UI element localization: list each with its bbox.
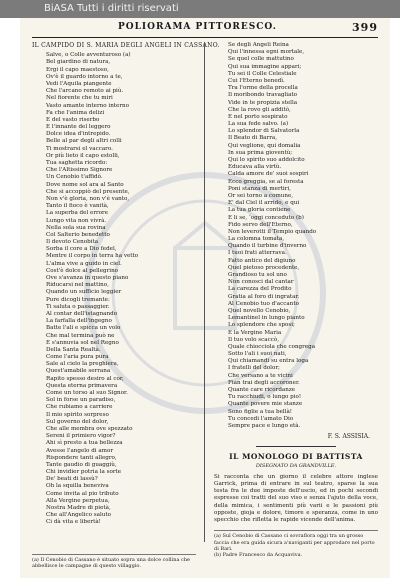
poem-line: Qui lo spirito suo addolcito	[228, 157, 305, 163]
poem-line: E nel porto sospirato	[228, 113, 288, 120]
poem-line: E la Vergine Maria	[228, 329, 282, 336]
poem-line: Fido servo dell'Eterno,	[228, 221, 293, 228]
poem-line: Salve, o Colle avventuroso (a)	[46, 52, 131, 59]
column-divider	[204, 42, 205, 542]
poem-line: Avesse l'angelo di amor	[46, 447, 114, 454]
poem-line: La carezza del Prodito	[228, 286, 292, 293]
poem-line: Pure dicogli tremante:	[46, 296, 110, 303]
poem-line: Il devoto Cenobita	[46, 239, 99, 246]
poem-line: Come un torso al suo Signor.	[46, 390, 128, 397]
poem-line: Il tuo volo scaccò,	[228, 336, 279, 343]
poem-line: Calda amore de' suoi sospiri	[228, 171, 309, 178]
poem-line: Quando un sufficio leggier	[46, 289, 122, 296]
poem-line: E l'innante del leggero	[46, 124, 111, 131]
poem-line: Chi invidier potria la sorte	[46, 469, 122, 476]
article-text: Si racconta che un giorno il celebre attore inglese Garrick, prima di entrare in sul teatro, sparse la sua testa fra le due imposte dell'uscio, ed in pochi secondi espresse coi tratti del suo viso e senza l'ajuto della voce, della mimica, i sentimenti più varii e le passioni più opposte, gioja e dolore, timore e speranza, come in uno specchio che rifletta le rapide vicende dell'anima.	[214, 473, 378, 523]
poem-line: Tante gaudio di guaggiù,	[46, 461, 117, 468]
poem-line: Che alle membra ove spezzato	[46, 425, 133, 432]
poem-line: E' dal Ciel il arrido, e qui	[228, 200, 300, 207]
poem-line: Fian trai degli accoroner.	[228, 379, 300, 386]
poem-line: De' beati di lassù?	[46, 476, 98, 483]
journal-title: POLIORAMA PITTORESCO.	[118, 22, 277, 32]
poem-line: Fatto antico del digiuno	[228, 257, 296, 264]
poem-line: Tanto il fioco è vanità,	[46, 203, 109, 210]
document-page	[20, 18, 390, 578]
poem-line: Ergi il capo maestoso,	[46, 66, 109, 73]
poem-line: Che rubiamo a carriere	[46, 404, 113, 411]
poem-line: Bel giardino di natura,	[46, 59, 111, 66]
poem-line: Tu sei il Colle Celestiale	[228, 70, 297, 77]
poem-line: Vedi l'Aquila piangente	[46, 80, 112, 87]
poem-line: I fratelli del dolor;	[228, 365, 280, 372]
poem-line: Qui veglione, qui domalia	[228, 142, 301, 149]
header-rule	[32, 37, 378, 38]
poem-line: Non leverotti il Tempio quando	[228, 228, 317, 235]
poem-line: Poni stanza di mertiri,	[228, 185, 291, 192]
poem-line: L'alma vive a guido in ciel.	[46, 260, 122, 267]
poem-verse-left	[32, 52, 196, 526]
poem-line: Come invita al pio tributo	[46, 490, 119, 497]
poem-line: Tu racchiudi, o lungo pio!	[228, 394, 302, 401]
poem-line: Tu concedi l'amato Dio	[228, 415, 294, 422]
poem-line: Che l'Altissimo Signore	[46, 167, 113, 174]
poem-line: Lo splendore che sposi;	[228, 322, 295, 329]
poem-line: Sereni il primiero vigor?	[46, 433, 116, 440]
poem-line: Vide in te propizia stella	[228, 99, 298, 106]
poem-line: Lo splendor di Salvatorla	[228, 128, 300, 135]
poem-line: Quando il turbine d'inverno	[228, 243, 307, 250]
poem-line: Mentre il corpo in terra ha vetto	[46, 253, 139, 260]
poem-line: La colomna tomata,	[228, 236, 285, 243]
poem-line: Belle al par degli altri colli	[46, 138, 122, 145]
poem-line: Dolce idea d'intrepido.	[46, 131, 111, 138]
poem-line: Non conosci dal cantar	[228, 279, 294, 286]
poem-signature: F. S. ASSISIA.	[327, 433, 370, 441]
poem-line: Lemantinel in lungo pianto	[228, 315, 305, 322]
poem-line: Tra l'orme della procella	[228, 85, 298, 92]
poem-line: Oh la squilla beneviva	[46, 483, 109, 490]
poem-line: Sol in forse un paradiso,	[46, 397, 116, 404]
poem-line: Tua saghetta ricordo:	[46, 160, 108, 167]
poem-line: Quante care ricordanze	[228, 387, 296, 393]
poem-line: Quest'amabile serrana	[46, 368, 111, 375]
poem-line: Ti saluta o passaggier.	[46, 303, 110, 310]
poem-line: Rispondere tanti allegro,	[46, 454, 117, 461]
poem-line: Come l'aria pura pura	[46, 354, 109, 361]
poem-line: Educava alla virtù.	[228, 164, 282, 171]
poem-line: Della Santa Realtà.	[46, 346, 101, 353]
poem-line: Cui l'Eterno benedì.	[228, 77, 285, 84]
poem-line: Alla Vergine perpetua,	[46, 497, 110, 504]
poem-line: Che mal termina può ne	[46, 332, 115, 339]
poem-line: Che all'Angelico saluto	[46, 512, 112, 519]
article-subtitle: DISEGNATO DA GRANDVILLE.	[255, 462, 337, 469]
poem-line: Sorba il core a Dio fedel,	[46, 246, 117, 253]
viewer-watermark-bar	[0, 0, 400, 18]
poem-verse-right	[214, 42, 378, 430]
poem-line: Non v'è gloria, non v'è vanto,	[46, 195, 130, 202]
section-separator	[256, 446, 336, 447]
poem-line: Che si accoppiò del presente,	[46, 188, 130, 195]
poem-line: Col Salterio benedetto	[46, 231, 110, 238]
poem-line: Che versano a te vicini	[228, 372, 293, 379]
poem-line: Ecco greggia, se al foresta	[228, 178, 304, 185]
poem-line: Nella sola sua rovina	[46, 224, 106, 231]
poem-line: Sono figlie a tua bellà!	[228, 408, 293, 415]
footnote: (b) Padre Francesco da Acquaviva.	[214, 552, 303, 559]
poem-line: E s'annuvia sol nel Regno	[46, 339, 119, 346]
poem-line: Or più lieto il capo estolli,	[46, 152, 120, 159]
poem-line: Il Beato di Barra,	[228, 135, 277, 142]
article-title: IL MONOLOGO DI BATTISTA	[229, 452, 363, 462]
poem-line: Qui sua immagine appari;	[228, 63, 302, 70]
page-number: 399	[352, 21, 378, 34]
poem-line: Sale al cielo la preghiera,	[46, 361, 119, 368]
poem-line: E del vasto riserbo	[46, 116, 100, 123]
right-column	[214, 42, 378, 562]
poem-line: Qui chiamandi su entra loga	[228, 358, 309, 365]
poem-line: Nel fiorente che tu miri	[46, 95, 113, 102]
poem-line: Sempre pace e lungo età.	[228, 422, 301, 429]
poem-line: Nostra Madre di pietà,	[46, 505, 111, 512]
poem-line: Lungo vita non vivrà.	[46, 217, 107, 224]
left-footnote: (a) Il Cenobio di Cassano è situato sopra una dolce collina che abbellisce le campagne di questo villaggio.	[32, 554, 196, 570]
poem-line: Gratia al foro di ingratar.	[228, 293, 300, 300]
poem-line: Un Cenobio t'affidò.	[46, 174, 103, 181]
poem-line: Ahi sì presto a tua bellezza	[46, 440, 123, 447]
poem-line: Che l'arcano remoto ai più.	[46, 88, 124, 95]
poem-line: Rapito spesso desiro al cor,	[46, 375, 124, 382]
poem-line: Che la rovo gli additò,	[228, 106, 291, 113]
poem-line: Quante povere mie stanze	[228, 401, 303, 408]
poem-line: Or sei torno a comune,	[228, 192, 294, 199]
poem-line: Quale chiocciola che congrega	[228, 343, 316, 350]
poem-line: Sul governo del dolor,	[46, 418, 109, 425]
poem-line: Qui l'innessa egni mortale,	[228, 49, 305, 56]
poem-line: La tua gloria contiene	[228, 207, 291, 214]
poem-line: Quel pietoso procedente,	[228, 264, 300, 271]
footnote: (a) Sul Cenobio di Cassano ci sovraflora oggi tra un grosso faccia che era guida sicura a'naviganti per approdare nel porto di Bari.	[214, 533, 375, 552]
poem-line: Riducarsi nel mattino,	[46, 282, 109, 289]
poem-line: Ci dà vita e libertà!	[46, 519, 101, 526]
poem-line: Questa eterna primavera	[46, 382, 118, 389]
poem-line: Grandioso tu sol uno	[228, 272, 287, 278]
poem-line: E li se, ‘oggi conceduto (b)	[228, 214, 304, 221]
poem-line: Ov'è il guardo intorno a te,	[46, 73, 123, 80]
left-column	[32, 42, 220, 562]
viewer-watermark-text: BiASA Tutti i diritti riservati	[44, 3, 179, 14]
poem-line: Fa che l'anima delizi	[46, 109, 105, 116]
poem-line: Ove s'avanza in questo piano	[46, 275, 129, 282]
poem-line: Se degli Angeli Reina	[228, 42, 289, 48]
right-footnotes	[214, 530, 378, 559]
poem-line: Dove nome sol ara al Santo	[46, 181, 124, 188]
poem-line: Al Cenobio tuo d'accanto	[228, 300, 299, 307]
page-header	[32, 22, 378, 36]
poem-heading: IL CAMPIDO DI S. MARIA DEGLI ANGELI IN CASSANO.	[32, 42, 220, 49]
poem-line: Quel novello Cenobio,	[228, 307, 291, 314]
poem-line: Ti mostrarsi el vaccaro.	[46, 145, 113, 152]
poem-line: La superba del errore	[46, 210, 109, 217]
poem-line: Cost'è dolce al pellegrino	[46, 267, 119, 274]
poem-line: I tuoi frati atterrava.	[228, 250, 287, 257]
poem-line: Il moribondo travagliato	[228, 92, 298, 99]
poem-line: La farfalla dell'ingegno	[46, 318, 112, 325]
poem-line: Se quel colle mattutino	[228, 56, 294, 63]
poem-line: Il mio spirito sorpreso	[46, 411, 109, 418]
poem-line: Batte l'ali e spicca un volo	[46, 325, 121, 332]
poem-line: In sua prima gioventù;	[228, 149, 293, 156]
poem-line: Vasto amante interno interno	[46, 102, 130, 109]
poem-line: La sua fede salvo. (a)	[228, 121, 289, 128]
poem-line: Sotto l'ali i suoi nati,	[228, 351, 287, 358]
poem-line: Al contar dell'istagnando	[46, 310, 118, 317]
